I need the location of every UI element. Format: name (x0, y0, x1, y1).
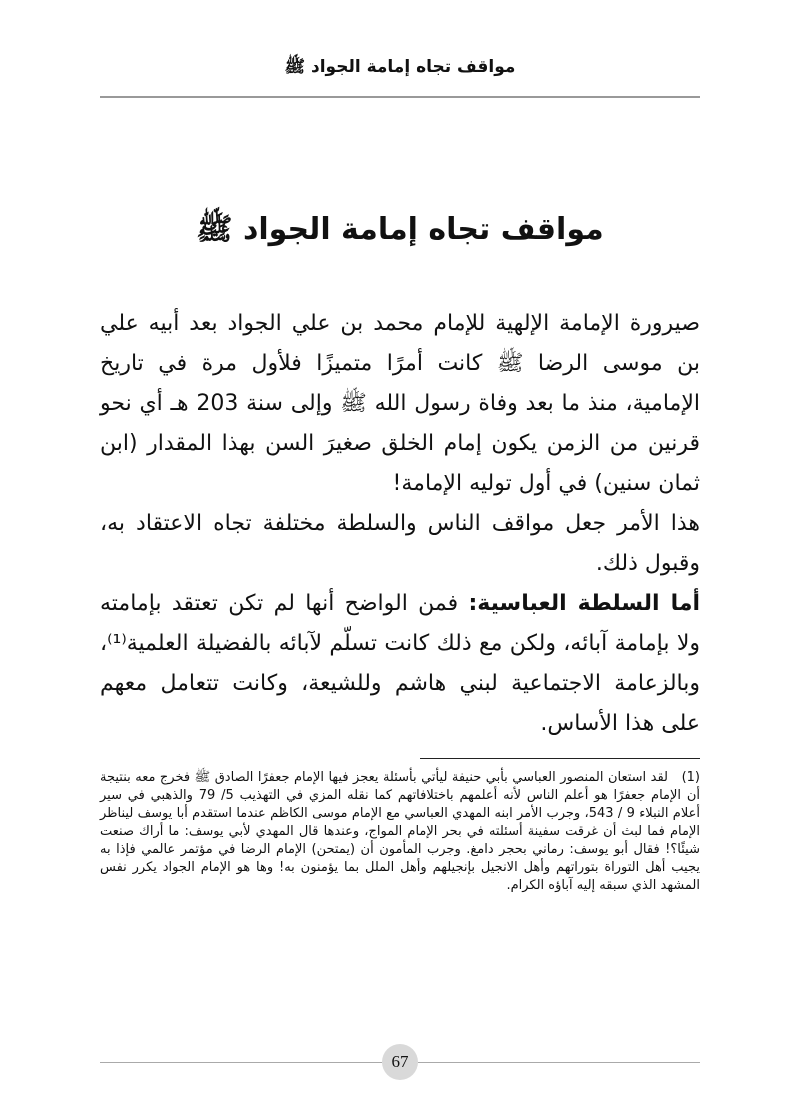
running-header: مواقف تجاه إمامة الجواد ﷺ (284, 57, 516, 77)
paragraph-lead: أما السلطة العباسية: (468, 591, 700, 616)
page-number: 67 (382, 1044, 418, 1080)
page-footer (100, 1020, 700, 1080)
footnote (100, 769, 700, 895)
header-divider (100, 96, 700, 98)
page-number-line-left (100, 1062, 382, 1063)
footnote-divider (420, 758, 700, 759)
body-text (100, 304, 700, 744)
paragraph: هذا الأمر جعل مواقف الناس والسلطة مختلفة تجاه الاعتقاد به، وقبول ذلك. (100, 511, 700, 576)
footnote-text: لقد استعان المنصور العباسي بأبي حنيفة ليأتي بأسئلة يعجز فيها الإمام جعفرًا الصادق ﷺ فخرج معه بنتيجة أن الإمام جعفرًا هو أعلم الناس لأنه أعلمهم باختلافاتهم كما نقله المزي في التهذيب 5/ 79 والذهبي في سير أعلام النبلاء 9 / 543، وجرب الأمر ابنه المهدي العباسي مع الإمام موسى الكاظم عندما استقدم أبا يوسف ليناظر الإمام فما لبث أن غرقت سفينة أسئلته في بحر الإمام المواج، وعندها قال المهدي لأبي يوسف: ما أراك صنعت شيئًا؟! فقال أبو يوسف: رماني بحجر دامغ. وجرب المأمون أن (يمتحن) الإمام الرضا في مؤتمر عالمي فإذا به يجيب أهل التوراة بتوراتهم وأهل الانجيل بإنجيلهم وأهل الملل بما يؤمنون به! وها هو الإمام الجواد يكرر نفس المشهد الذي سبقه إليه آباؤه الكرام. (100, 770, 700, 893)
book-page (100, 0, 700, 1100)
chapter-title: مواقف تجاه إمامة الجواد ﷺ (196, 212, 604, 247)
page-number-line-right (418, 1062, 700, 1063)
footnote-number: (1) (681, 770, 700, 785)
paragraph (100, 584, 700, 744)
paragraph: صيرورة الإمامة الإلهية للإمام محمد بن علي الجواد بعد أبيه علي بن موسى الرضا ﷺ كانت أمرًا متميزًا فلأول مرة في تاريخ الإمامية، منذ ما بعد وفاة رسول الله ﷺ وإلى سنة 203 هـ أي نحو قرنين من الزمن يكون إمام الخلق صغيرَ السن بهذا المقدار (ابن ثمان سنين) في أول توليه الإمامة! (100, 311, 700, 496)
paragraph-text: فمن الواضح أنها لم تكن تعتقد بإمامته ولا بإمامة آبائه، ولكن مع ذلك كانت تسلّم لآبائه بالفضيلة العلمية⁽¹⁾، وبالزعامة الاجتماعية لبني هاشم وللشيعة، وكانت تتعامل معهم على هذا الأساس. (100, 591, 700, 736)
